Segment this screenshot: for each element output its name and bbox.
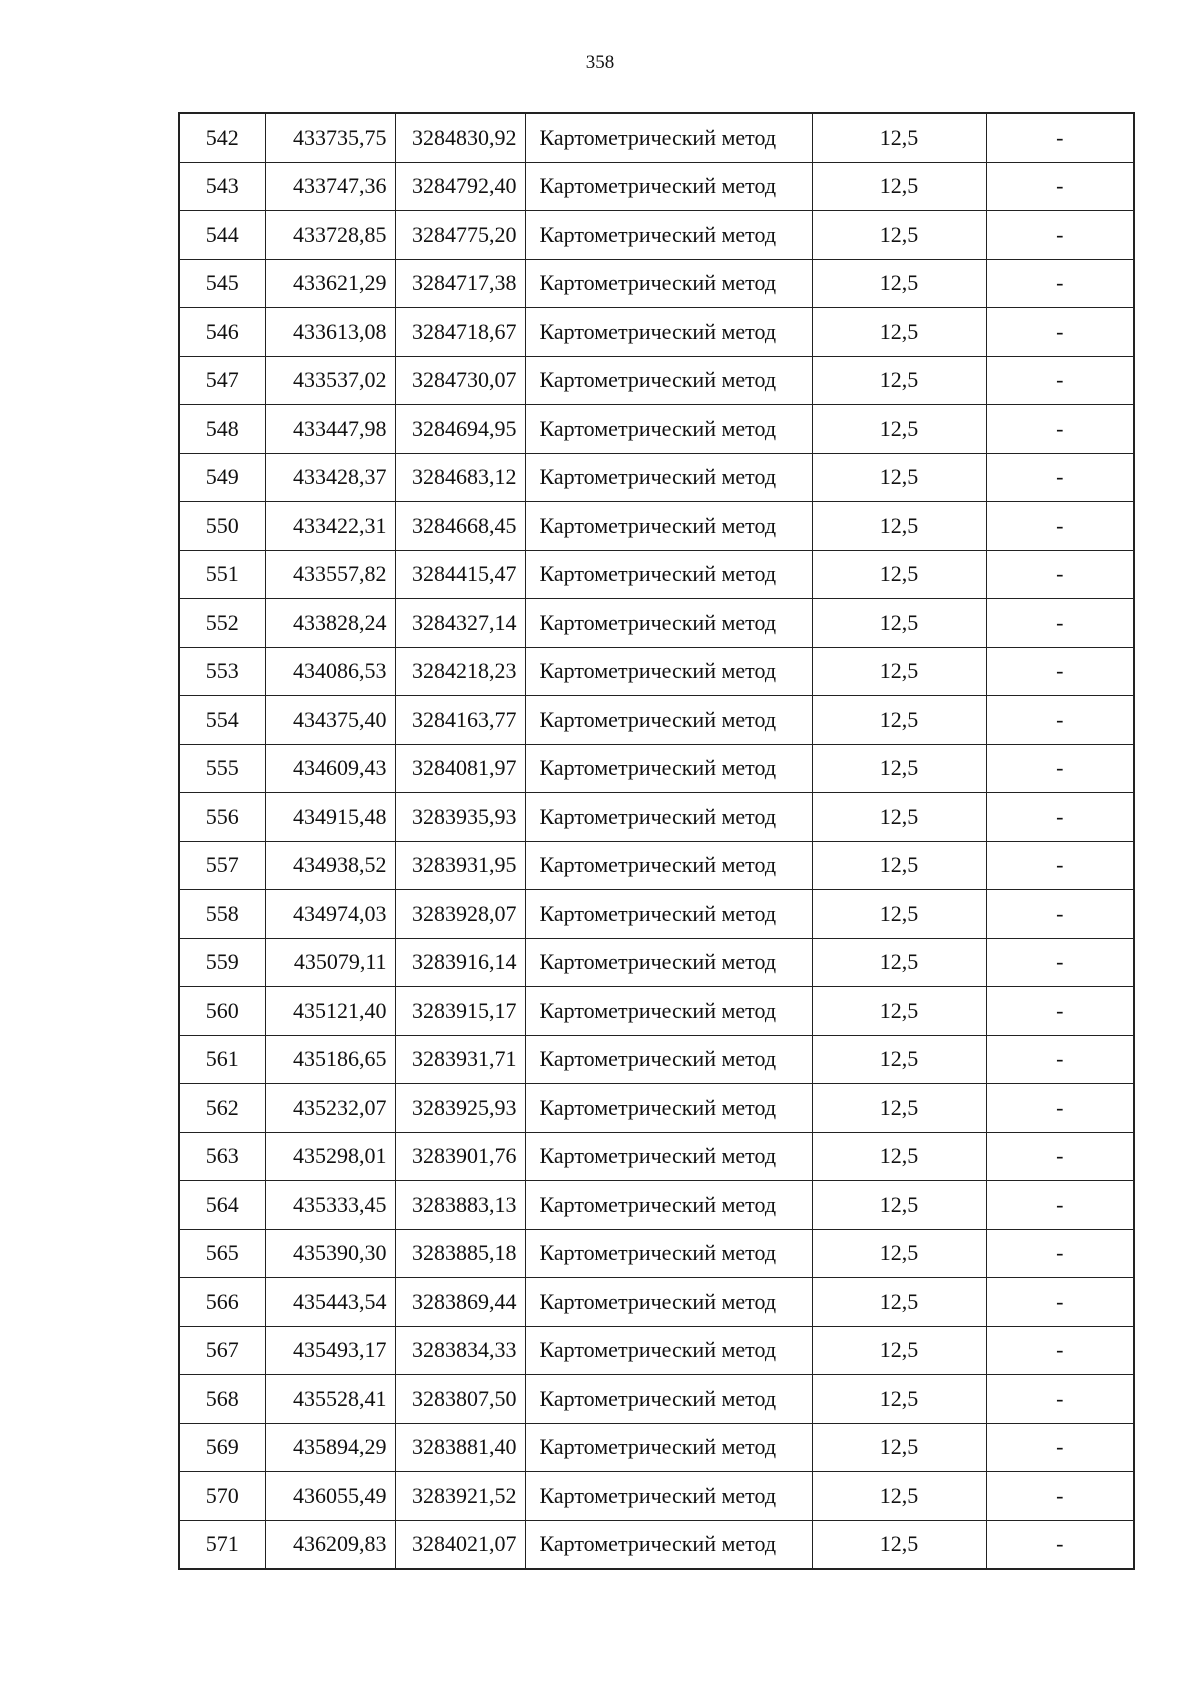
point-number-cell: 549: [179, 453, 265, 502]
y-coordinate-cell: 3283883,13: [395, 1181, 525, 1230]
point-number-cell: 567: [179, 1326, 265, 1375]
x-coordinate-cell: 434938,52: [265, 841, 395, 890]
table-row: [179, 1132, 1134, 1181]
accuracy-cell: 12,5: [812, 113, 986, 162]
note-cell: -: [986, 550, 1134, 599]
accuracy-cell: 12,5: [812, 647, 986, 696]
note-cell: -: [986, 356, 1134, 405]
x-coordinate-cell: 433621,29: [265, 259, 395, 308]
table-row: [179, 599, 1134, 648]
table-row: [179, 405, 1134, 454]
y-coordinate-cell: 3283834,33: [395, 1326, 525, 1375]
table-row: [179, 356, 1134, 405]
y-coordinate-cell: 3284021,07: [395, 1520, 525, 1569]
x-coordinate-cell: 433422,31: [265, 502, 395, 551]
note-cell: -: [986, 308, 1134, 357]
x-coordinate-cell: 433447,98: [265, 405, 395, 454]
y-coordinate-cell: 3284218,23: [395, 647, 525, 696]
accuracy-cell: 12,5: [812, 890, 986, 939]
method-cell: Картометрический метод: [525, 356, 812, 405]
accuracy-cell: 12,5: [812, 1229, 986, 1278]
note-cell: -: [986, 890, 1134, 939]
note-cell: -: [986, 1326, 1134, 1375]
table-row: [179, 1472, 1134, 1521]
method-cell: Картометрический метод: [525, 793, 812, 842]
note-cell: -: [986, 1472, 1134, 1521]
table-row: [179, 841, 1134, 890]
y-coordinate-cell: 3283881,40: [395, 1423, 525, 1472]
method-cell: Картометрический метод: [525, 890, 812, 939]
note-cell: -: [986, 259, 1134, 308]
coordinates-table: [178, 112, 1135, 1570]
point-number-cell: 561: [179, 1035, 265, 1084]
point-number-cell: 562: [179, 1084, 265, 1133]
y-coordinate-cell: 3284327,14: [395, 599, 525, 648]
table-row: [179, 453, 1134, 502]
accuracy-cell: 12,5: [812, 1520, 986, 1569]
y-coordinate-cell: 3284792,40: [395, 162, 525, 211]
y-coordinate-cell: 3284668,45: [395, 502, 525, 551]
method-cell: Картометрический метод: [525, 938, 812, 987]
y-coordinate-cell: 3283931,71: [395, 1035, 525, 1084]
method-cell: Картометрический метод: [525, 987, 812, 1036]
x-coordinate-cell: 434974,03: [265, 890, 395, 939]
x-coordinate-cell: 433747,36: [265, 162, 395, 211]
method-cell: Картометрический метод: [525, 1375, 812, 1424]
x-coordinate-cell: 435298,01: [265, 1132, 395, 1181]
accuracy-cell: 12,5: [812, 793, 986, 842]
x-coordinate-cell: 435333,45: [265, 1181, 395, 1230]
x-coordinate-cell: 435443,54: [265, 1278, 395, 1327]
accuracy-cell: 12,5: [812, 1132, 986, 1181]
x-coordinate-cell: 433728,85: [265, 211, 395, 260]
note-cell: -: [986, 696, 1134, 745]
y-coordinate-cell: 3284830,92: [395, 113, 525, 162]
x-coordinate-cell: 435186,65: [265, 1035, 395, 1084]
table-row: [179, 647, 1134, 696]
y-coordinate-cell: 3283931,95: [395, 841, 525, 890]
point-number-cell: 568: [179, 1375, 265, 1424]
method-cell: Картометрический метод: [525, 162, 812, 211]
point-number-cell: 563: [179, 1132, 265, 1181]
note-cell: -: [986, 211, 1134, 260]
accuracy-cell: 12,5: [812, 405, 986, 454]
method-cell: Картометрический метод: [525, 453, 812, 502]
point-number-cell: 570: [179, 1472, 265, 1521]
table-row: [179, 696, 1134, 745]
point-number-cell: 542: [179, 113, 265, 162]
x-coordinate-cell: 434915,48: [265, 793, 395, 842]
point-number-cell: 569: [179, 1423, 265, 1472]
table-row: [179, 1229, 1134, 1278]
x-coordinate-cell: 435528,41: [265, 1375, 395, 1424]
accuracy-cell: 12,5: [812, 259, 986, 308]
table-row: [179, 259, 1134, 308]
table-row: [179, 1035, 1134, 1084]
method-cell: Картометрический метод: [525, 405, 812, 454]
x-coordinate-cell: 434375,40: [265, 696, 395, 745]
x-coordinate-cell: 435079,11: [265, 938, 395, 987]
note-cell: -: [986, 841, 1134, 890]
table-row: [179, 793, 1134, 842]
accuracy-cell: 12,5: [812, 1181, 986, 1230]
x-coordinate-cell: 433537,02: [265, 356, 395, 405]
y-coordinate-cell: 3283901,76: [395, 1132, 525, 1181]
note-cell: -: [986, 453, 1134, 502]
point-number-cell: 550: [179, 502, 265, 551]
point-number-cell: 564: [179, 1181, 265, 1230]
x-coordinate-cell: 435121,40: [265, 987, 395, 1036]
method-cell: Картометрический метод: [525, 1229, 812, 1278]
point-number-cell: 571: [179, 1520, 265, 1569]
note-cell: -: [986, 599, 1134, 648]
point-number-cell: 544: [179, 211, 265, 260]
method-cell: Картометрический метод: [525, 599, 812, 648]
note-cell: -: [986, 1520, 1134, 1569]
y-coordinate-cell: 3284694,95: [395, 405, 525, 454]
method-cell: Картометрический метод: [525, 308, 812, 357]
method-cell: Картометрический метод: [525, 113, 812, 162]
y-coordinate-cell: 3283885,18: [395, 1229, 525, 1278]
table-row: [179, 1375, 1134, 1424]
x-coordinate-cell: 436055,49: [265, 1472, 395, 1521]
accuracy-cell: 12,5: [812, 938, 986, 987]
accuracy-cell: 12,5: [812, 1472, 986, 1521]
note-cell: -: [986, 938, 1134, 987]
accuracy-cell: 12,5: [812, 987, 986, 1036]
point-number-cell: 565: [179, 1229, 265, 1278]
note-cell: -: [986, 1278, 1134, 1327]
x-coordinate-cell: 433613,08: [265, 308, 395, 357]
accuracy-cell: 12,5: [812, 453, 986, 502]
table-row: [179, 890, 1134, 939]
y-coordinate-cell: 3284775,20: [395, 211, 525, 260]
point-number-cell: 555: [179, 744, 265, 793]
y-coordinate-cell: 3283921,52: [395, 1472, 525, 1521]
y-coordinate-cell: 3283869,44: [395, 1278, 525, 1327]
point-number-cell: 545: [179, 259, 265, 308]
method-cell: Картометрический метод: [525, 1472, 812, 1521]
note-cell: -: [986, 744, 1134, 793]
page-number: 358: [585, 52, 615, 73]
accuracy-cell: 12,5: [812, 1423, 986, 1472]
table-row: [179, 938, 1134, 987]
accuracy-cell: 12,5: [812, 1278, 986, 1327]
table-row: [179, 1520, 1134, 1569]
y-coordinate-cell: 3283915,17: [395, 987, 525, 1036]
point-number-cell: 552: [179, 599, 265, 648]
y-coordinate-cell: 3283916,14: [395, 938, 525, 987]
table-row: [179, 1423, 1134, 1472]
note-cell: -: [986, 647, 1134, 696]
accuracy-cell: 12,5: [812, 599, 986, 648]
note-cell: -: [986, 502, 1134, 551]
note-cell: -: [986, 1035, 1134, 1084]
accuracy-cell: 12,5: [812, 1326, 986, 1375]
point-number-cell: 566: [179, 1278, 265, 1327]
accuracy-cell: 12,5: [812, 1035, 986, 1084]
x-coordinate-cell: 435894,29: [265, 1423, 395, 1472]
y-coordinate-cell: 3284163,77: [395, 696, 525, 745]
table-row: [179, 1084, 1134, 1133]
method-cell: Картометрический метод: [525, 841, 812, 890]
coordinates-table-body: [179, 113, 1134, 1569]
method-cell: Картометрический метод: [525, 550, 812, 599]
table-row: [179, 550, 1134, 599]
table-row: [179, 1278, 1134, 1327]
note-cell: -: [986, 1132, 1134, 1181]
note-cell: -: [986, 1229, 1134, 1278]
x-coordinate-cell: 434609,43: [265, 744, 395, 793]
accuracy-cell: 12,5: [812, 356, 986, 405]
point-number-cell: 556: [179, 793, 265, 842]
point-number-cell: 551: [179, 550, 265, 599]
point-number-cell: 547: [179, 356, 265, 405]
table-row: [179, 211, 1134, 260]
y-coordinate-cell: 3284718,67: [395, 308, 525, 357]
accuracy-cell: 12,5: [812, 696, 986, 745]
point-number-cell: 548: [179, 405, 265, 454]
accuracy-cell: 12,5: [812, 1375, 986, 1424]
method-cell: Картометрический метод: [525, 1278, 812, 1327]
point-number-cell: 558: [179, 890, 265, 939]
method-cell: Картометрический метод: [525, 1326, 812, 1375]
note-cell: -: [986, 113, 1134, 162]
note-cell: -: [986, 987, 1134, 1036]
accuracy-cell: 12,5: [812, 502, 986, 551]
method-cell: Картометрический метод: [525, 647, 812, 696]
y-coordinate-cell: 3283928,07: [395, 890, 525, 939]
note-cell: -: [986, 793, 1134, 842]
y-coordinate-cell: 3283807,50: [395, 1375, 525, 1424]
method-cell: Картометрический метод: [525, 1520, 812, 1569]
accuracy-cell: 12,5: [812, 550, 986, 599]
accuracy-cell: 12,5: [812, 308, 986, 357]
x-coordinate-cell: 435493,17: [265, 1326, 395, 1375]
table-row: [179, 987, 1134, 1036]
y-coordinate-cell: 3284415,47: [395, 550, 525, 599]
x-coordinate-cell: 433828,24: [265, 599, 395, 648]
x-coordinate-cell: 433428,37: [265, 453, 395, 502]
method-cell: Картометрический метод: [525, 502, 812, 551]
method-cell: Картометрический метод: [525, 1132, 812, 1181]
note-cell: -: [986, 162, 1134, 211]
y-coordinate-cell: 3284081,97: [395, 744, 525, 793]
point-number-cell: 557: [179, 841, 265, 890]
note-cell: -: [986, 1423, 1134, 1472]
table-row: [179, 1181, 1134, 1230]
table-row: [179, 308, 1134, 357]
y-coordinate-cell: 3284683,12: [395, 453, 525, 502]
accuracy-cell: 12,5: [812, 744, 986, 793]
x-coordinate-cell: 434086,53: [265, 647, 395, 696]
accuracy-cell: 12,5: [812, 211, 986, 260]
point-number-cell: 560: [179, 987, 265, 1036]
table-row: [179, 113, 1134, 162]
point-number-cell: 559: [179, 938, 265, 987]
method-cell: Картометрический метод: [525, 744, 812, 793]
table-row: [179, 502, 1134, 551]
table-row: [179, 1326, 1134, 1375]
method-cell: Картометрический метод: [525, 211, 812, 260]
point-number-cell: 554: [179, 696, 265, 745]
accuracy-cell: 12,5: [812, 162, 986, 211]
point-number-cell: 553: [179, 647, 265, 696]
y-coordinate-cell: 3284717,38: [395, 259, 525, 308]
point-number-cell: 543: [179, 162, 265, 211]
x-coordinate-cell: 436209,83: [265, 1520, 395, 1569]
x-coordinate-cell: 433557,82: [265, 550, 395, 599]
method-cell: Картометрический метод: [525, 1181, 812, 1230]
note-cell: -: [986, 405, 1134, 454]
point-number-cell: 546: [179, 308, 265, 357]
note-cell: -: [986, 1181, 1134, 1230]
accuracy-cell: 12,5: [812, 841, 986, 890]
y-coordinate-cell: 3283935,93: [395, 793, 525, 842]
method-cell: Картометрический метод: [525, 696, 812, 745]
x-coordinate-cell: 435232,07: [265, 1084, 395, 1133]
method-cell: Картометрический метод: [525, 259, 812, 308]
y-coordinate-cell: 3283925,93: [395, 1084, 525, 1133]
y-coordinate-cell: 3284730,07: [395, 356, 525, 405]
x-coordinate-cell: 435390,30: [265, 1229, 395, 1278]
method-cell: Картометрический метод: [525, 1035, 812, 1084]
note-cell: -: [986, 1375, 1134, 1424]
x-coordinate-cell: 433735,75: [265, 113, 395, 162]
accuracy-cell: 12,5: [812, 1084, 986, 1133]
table-row: [179, 162, 1134, 211]
method-cell: Картометрический метод: [525, 1423, 812, 1472]
note-cell: -: [986, 1084, 1134, 1133]
table-row: [179, 744, 1134, 793]
method-cell: Картометрический метод: [525, 1084, 812, 1133]
